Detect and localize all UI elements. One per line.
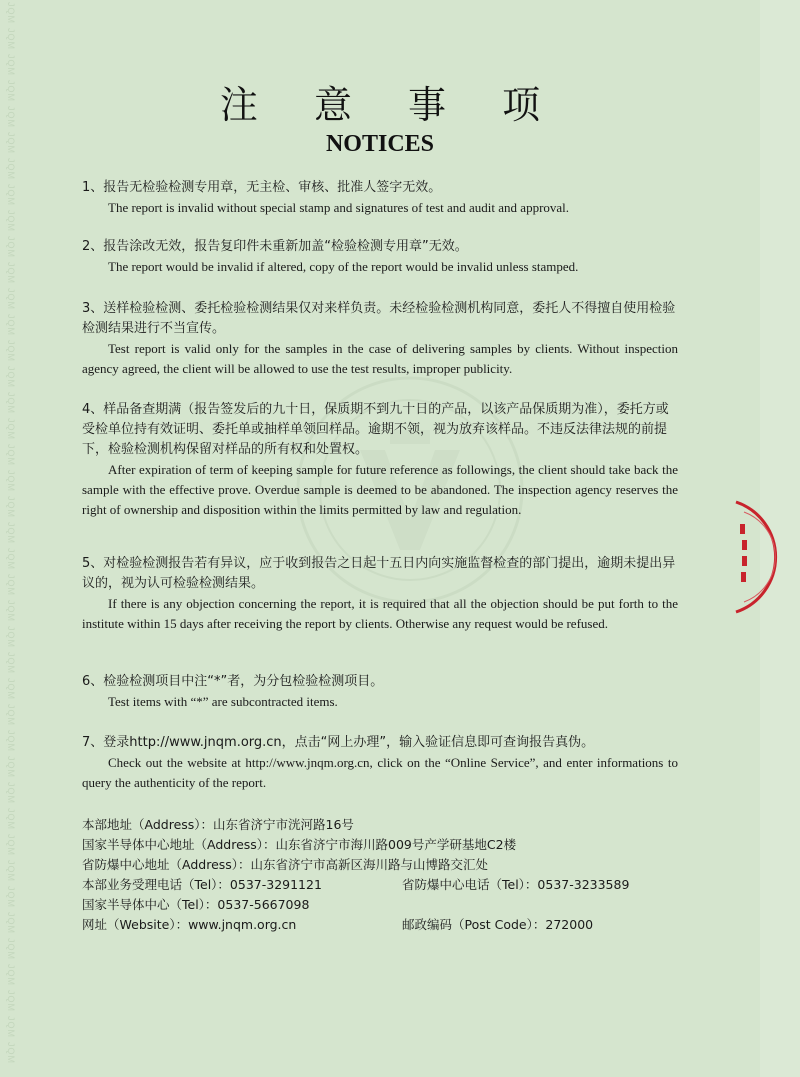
- notice-en: The report would be invalid if altered, copy of the report would be invalid unless stamped.: [108, 259, 579, 274]
- postcode: 邮政编码（Post Code）：272000: [402, 917, 594, 932]
- notice-item-7: [82, 733, 678, 793]
- notice-en: Check out the website at http://www.jnqm.org.cn, click on the “Online Service”, and enter informations to query the authenticity of the report.: [82, 755, 678, 790]
- red-stamp-icon: [722, 498, 782, 616]
- tel-semiconductor: 国家半导体中心（Tel）：0537-5667098: [82, 897, 310, 912]
- notice-item-4: [82, 400, 678, 520]
- page-title-cn: 注 意 事 项: [219, 83, 563, 127]
- notice-en: The report is invalid without special stamp and signatures of test and audit and approval.: [108, 200, 570, 215]
- notice-item-1: [82, 178, 678, 218]
- tel-hq: 本部业务受理电话（Tel）：0537-3291121: [82, 877, 322, 892]
- tel-explosion-center: 省防爆中心电话（Tel）：0537-3233589: [402, 877, 630, 892]
- notice-item-5: [82, 554, 678, 634]
- notice-en: Test report is valid only for the samples in the case of delivering samples by clients. Without inspection agency agreed, the client will be allowed to use the test results, improper publicity.: [82, 341, 678, 376]
- address-hq: 本部地址（Address）：山东省济宁市洸河路16号: [82, 817, 354, 832]
- notice-en: Test items with “*” are subcontracted items.: [108, 694, 338, 709]
- notice-cn: 5、对检验检测报告若有异议，应于收到报告之日起十五日内向实施监督检查的部门提出，逾期未提出异议的，视为认可检验检测结果。: [82, 556, 676, 591]
- notice-item-2: [82, 237, 678, 277]
- notice-cn: 4、样品备查期满（报告签发后的九十日，保质期不到九十日的产品，以该产品保质期为准），委托方或受检单位持有效证明、委托单或抽样单领回样品。逾期不领，视为放弃该样品。不违反法律法规的前提下，检验检测机构保留对样品的所有权和处置权。: [82, 402, 669, 457]
- notice-cn: 2、报告涂改无效，报告复印件未重新加盖“检验检测专用章”无效。: [82, 239, 468, 254]
- address-explosion-center: 省防爆中心地址（Address）：山东省济宁市高新区海川路与山博路交汇处: [82, 857, 489, 872]
- notice-cn: 3、送样检验检测、委托检验检测结果仅对来样负责。未经检验检测机构同意，委托人不得擅自使用检验检测结果进行不当宣传。: [82, 301, 676, 336]
- notice-item-6: [82, 672, 678, 712]
- notice-en: If there is any objection concerning the report, it is required that all the objection should be put forth to the institute within 15 days after receiving the report by clients. Otherwise any request would be refused.: [82, 596, 678, 631]
- page-title-en: NOTICES: [325, 131, 435, 157]
- address-semiconductor: 国家半导体中心地址（Address）：山东省济宁市海川路009号产学研基地C2楼: [82, 837, 517, 852]
- notice-cn: 7、登录http://www.jnqm.org.cn，点击“网上办理”，输入验证信息即可查询报告真伪。: [82, 735, 595, 750]
- notice-cn: 1、报告无检验检测专用章，无主检、审核、批准人签字无效。: [82, 180, 442, 195]
- website: 网址（Website）：www.jnqm.org.cn: [82, 917, 297, 932]
- notice-en: After expiration of term of keeping sample for future reference as followings, the client should take back the sample with the effective prove. Overdue sample is deemed to be abandoned. The inspection agency reserves the right of ownership and disposition within the limits permitted by law and regulation.: [82, 462, 678, 517]
- watermark-strip: JQM JQM JQM JQM JQM JQM JQM JQM JQM JQM JQM JQM JQM JQM JQM JQM JQM JQM JQM JQM JQM JQM JQM JQM JQM JQM JQM JQM JQM JQM JQM JQM JQM JQM JQM JQM JQM JQM JQM JQM JQM: [6, 2, 16, 1064]
- notice-item-3: [82, 299, 678, 379]
- notice-cn: 6、检验检测项目中注“*”者，为分包检验检测项目。: [82, 674, 384, 689]
